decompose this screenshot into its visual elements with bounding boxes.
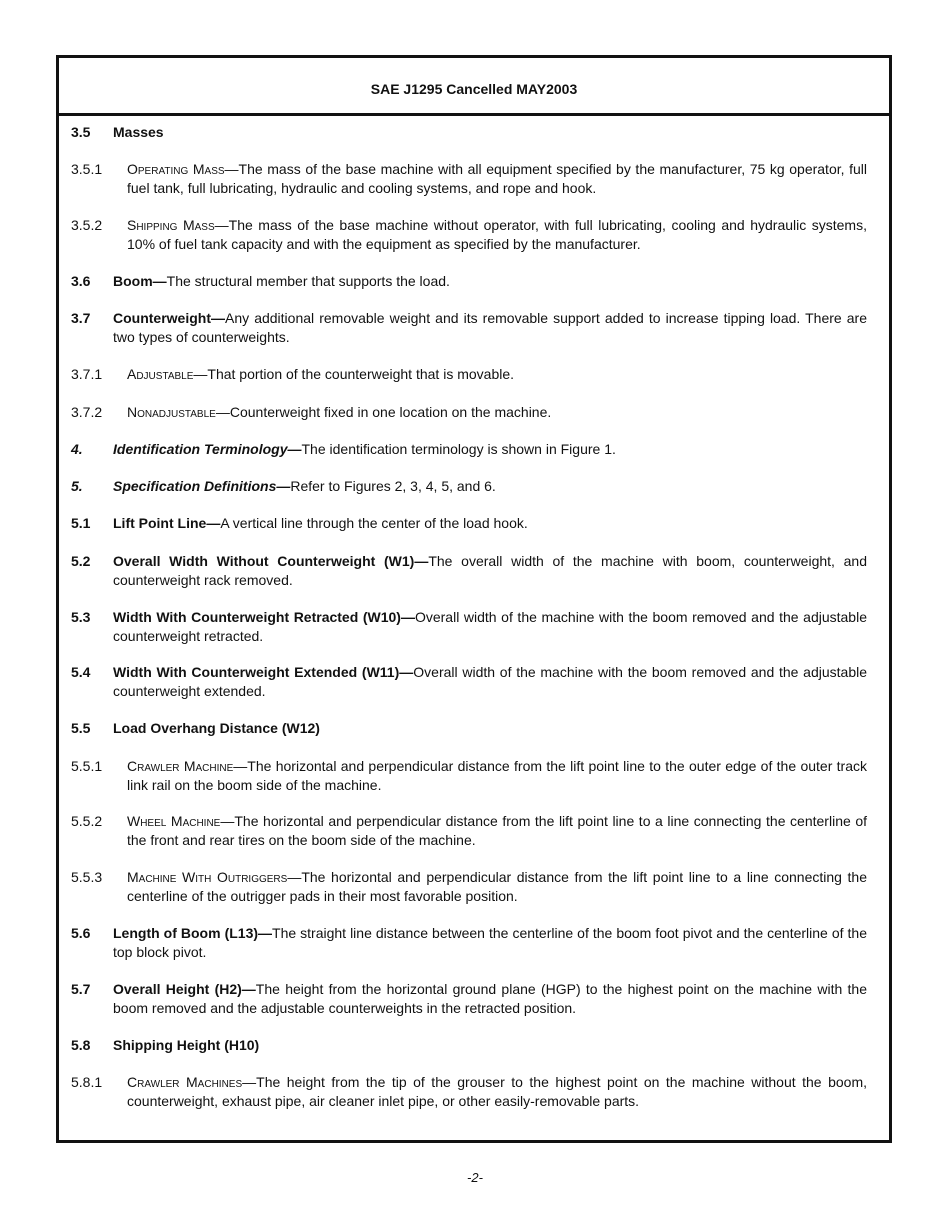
section-3-7 — [71, 309, 867, 347]
section-text: —The horizontal and perpendicular distance from the lift point line to the outer edge of the outer track link rail on the boom side of the machine. — [127, 758, 868, 793]
section-5-5 — [71, 719, 867, 738]
section-term: Operating Mass — [127, 161, 225, 177]
section-text: The overall width of the machine with boom, counterweight, and counterweight rack removed. — [113, 553, 867, 588]
section-term: Boom— — [113, 273, 167, 289]
section-number: 3.5 — [71, 124, 91, 140]
section-5-3 — [71, 608, 867, 646]
section-number: 5.5.2 — [71, 813, 103, 829]
section-number: 5. — [71, 478, 83, 494]
section-term: Shipping Mass — [127, 217, 215, 233]
section-term: Machine With Outriggers — [127, 869, 288, 885]
section-number: 5.7 — [71, 981, 91, 997]
section-5-2 — [71, 552, 867, 590]
section-3-5 — [71, 123, 867, 142]
section-3-5-1 — [71, 160, 867, 198]
section-number: 3.7.2 — [71, 404, 103, 420]
section-5 — [71, 477, 867, 496]
section-term: Counterweight— — [113, 310, 225, 326]
section-5-5-1 — [71, 757, 867, 795]
section-term: Crawler Machine — [127, 758, 234, 774]
section-5-6 — [71, 924, 867, 962]
section-text: —Counterweight fixed in one location on the machine. — [215, 404, 552, 420]
section-term: Wheel Machine — [127, 813, 221, 829]
section-number: 5.5 — [71, 720, 91, 736]
section-term: Specification Definitions— — [113, 478, 291, 494]
section-number: 5.2 — [71, 553, 91, 569]
section-number: 3.7 — [71, 310, 91, 326]
section-5-8 — [71, 1036, 867, 1055]
section-3-7-1 — [71, 365, 867, 384]
section-5-8-1 — [71, 1073, 867, 1111]
section-number: 5.5.3 — [71, 869, 103, 885]
document-header — [59, 58, 889, 116]
section-number: 5.8 — [71, 1037, 91, 1053]
section-text: Overall width of the machine with the boom removed and the adjustable counterweight retracted. — [113, 609, 867, 644]
section-heading: Shipping Height (H10) — [113, 1037, 260, 1053]
section-term: Nonadjustable — [127, 404, 216, 420]
section-5-5-2 — [71, 812, 867, 850]
section-text: The straight line distance between the centerline of the boom foot pivot and the centerline of the top block pivot. — [113, 925, 867, 960]
document-title: SAE J1295 Cancelled MAY2003 — [370, 80, 578, 97]
section-3-7-2 — [71, 403, 867, 422]
section-term: Identification Terminology— — [113, 441, 302, 457]
section-3-5-2 — [71, 216, 867, 254]
section-5-1 — [71, 514, 867, 533]
document-frame — [56, 55, 892, 1143]
section-text: Overall width of the machine with the boom removed and the adjustable counterweight extended. — [113, 664, 868, 699]
section-term: Lift Point Line— — [113, 515, 221, 531]
section-text: Any additional removable weight and its removable support added to increase tipping load. There are two types of counterweights. — [113, 310, 867, 345]
section-text: —The horizontal and perpendicular distance from the lift point line to a line connecting the centerline of the outrigger pads in their most favorable position. — [127, 869, 868, 904]
section-number: 5.4 — [71, 664, 91, 680]
section-5-5-3 — [71, 868, 867, 906]
section-number: 3.5.1 — [71, 161, 103, 177]
section-3-6 — [71, 272, 867, 291]
section-text: —The mass of the base machine without operator, with full lubricating, cooling and hydraulic systems, 10% of fuel tank capacity and with the equipment as specified by the manufacturer. — [127, 217, 867, 252]
section-term: Crawler Machines — [127, 1074, 243, 1090]
section-term: Overall Width Without Counterweight (W1)— — [113, 553, 429, 569]
section-heading: Load Overhang Distance (W12) — [113, 720, 320, 736]
section-number: 3.6 — [71, 273, 91, 289]
section-text: The height from the horizontal ground plane (HGP) to the highest point on the machine with the boom removed and the adjustable counterweights in the retracted position. — [113, 981, 867, 1016]
section-number: 3.7.1 — [71, 366, 103, 382]
section-term: Length of Boom (L13)— — [113, 925, 273, 941]
section-number: 5.1 — [71, 515, 91, 531]
section-text: A vertical line through the center of the load hook. — [220, 515, 528, 531]
section-text: The structural member that supports the load. — [166, 273, 450, 289]
section-number: 5.6 — [71, 925, 91, 941]
section-text: —That portion of the counterweight that is movable. — [193, 366, 515, 382]
page-number: -2- — [467, 1170, 483, 1185]
section-number: 5.8.1 — [71, 1074, 103, 1090]
section-text: —The height from the tip of the grouser to the highest point on the machine without the boom, counterweight, exhaust pipe, air cleaner inlet pipe, or other easily-removable parts. — [127, 1074, 867, 1109]
section-number: 5.5.1 — [71, 758, 103, 774]
section-text: —The horizontal and perpendicular distance from the lift point line to a line connecting the centerline of the front and rear tires on the boom side of the machine. — [127, 813, 868, 848]
section-5-7 — [71, 980, 867, 1018]
section-term: Overall Height (H2)— — [113, 981, 256, 997]
section-4 — [71, 440, 867, 459]
section-text: —The mass of the base machine with all equipment specified by the manufacturer, 75 kg operator, full fuel tank, full lubricating, hydraulic and cooling systems, and rope and hook. — [127, 161, 868, 196]
section-5-4 — [71, 663, 867, 701]
section-number: 3.5.2 — [71, 217, 103, 233]
section-term: Width With Counterweight Retracted (W10)— — [113, 609, 415, 625]
section-text: The identification terminology is shown in Figure 1. — [301, 441, 616, 457]
section-number: 4. — [71, 441, 83, 457]
section-heading: Masses — [113, 124, 164, 140]
section-term: Width With Counterweight Extended (W11)— — [113, 664, 414, 680]
section-number: 5.3 — [71, 609, 91, 625]
section-text: Refer to Figures 2, 3, 4, 5, and 6. — [290, 478, 496, 494]
section-term: Adjustable — [127, 366, 194, 382]
